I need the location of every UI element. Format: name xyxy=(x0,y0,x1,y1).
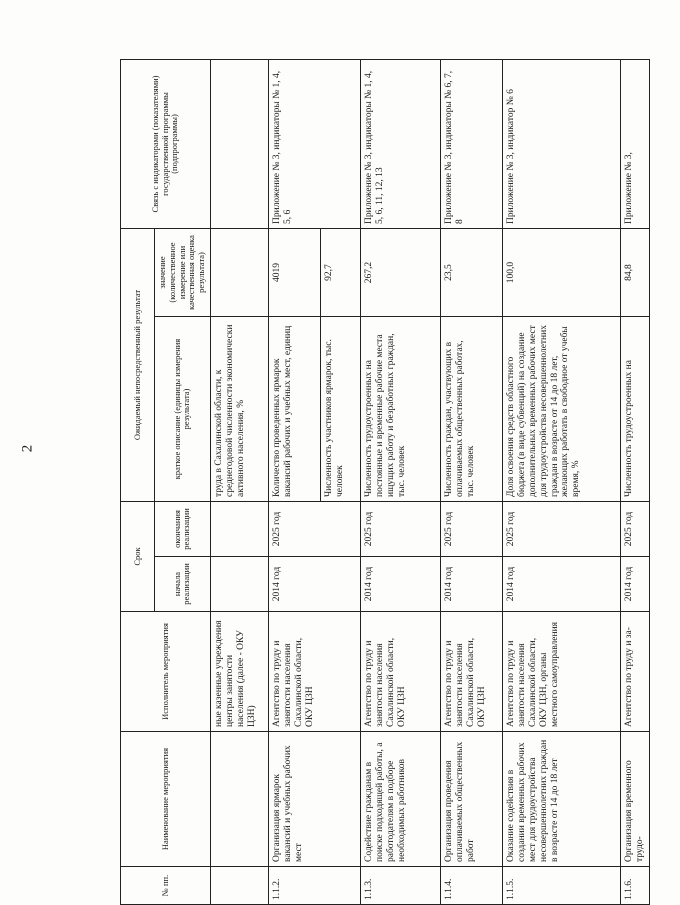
row-name: Организация временного трудо- xyxy=(620,732,649,867)
program-measures-table xyxy=(120,59,650,905)
header-num: № пп. xyxy=(121,867,211,905)
row-result-desc: Доля освоения средств областного бюджета (в виде субвенций) на создание дополнительных временных рабочих мест для трудоустройства несовершеннолетних граждан в возрасте от 14 до 18 лет, желающих работать в свободное от учебы время, % xyxy=(502,317,620,502)
row-result-value: 23,5 xyxy=(440,229,502,317)
row-start: 2014 год xyxy=(620,557,649,612)
row-name: Оказание содействия в создании временных рабочих мест для трудоустройства несовершеннолетних граждан в возрасте от 14 до 18 лет xyxy=(502,732,620,867)
table-row xyxy=(268,60,320,905)
row-start: 2014 год xyxy=(502,557,620,612)
row-result-value: 92,7 xyxy=(320,229,360,317)
row-executor: Агентство по труду и занятости населения Сахалинской области, ОКУ ЦЗН, органы местного самоуправления xyxy=(502,612,620,732)
row-num: 1.1.6. xyxy=(620,867,649,905)
row-result-desc: Численность трудоустроенных на постоянные и временные рабочие места ищущих работу и безработных граждан, тыс. человек xyxy=(360,317,440,502)
table-row xyxy=(620,60,649,905)
row-num: 1.1.3. xyxy=(360,867,440,905)
row-name xyxy=(210,732,268,867)
page-number: 2 xyxy=(19,444,36,453)
row-end: 2025 год xyxy=(502,502,620,557)
document-table-sheet xyxy=(120,60,680,905)
header-term-start: начала реализации xyxy=(155,557,211,612)
table-row xyxy=(440,60,502,905)
row-result-value xyxy=(210,229,268,317)
header-result-desc: краткое описание (единицы измерения результата) xyxy=(155,317,211,502)
table-row xyxy=(360,60,440,905)
row-link: Приложение № 3, индикаторы № 1, 4, 5, 6 xyxy=(268,60,360,229)
row-link: Приложение № 3, индикаторы № 6, 7, 8 xyxy=(440,60,502,229)
row-result-desc: Численность граждан, участвующих в оплачиваемых общественных работах, тыс. человек xyxy=(440,317,502,502)
row-end: 2025 год xyxy=(620,502,649,557)
row-result-value: 84,8 xyxy=(620,229,649,317)
row-start: 2014 год xyxy=(268,557,360,612)
row-result-desc: Количество проведенных ярмарок вакансий рабочих и учебных мест, единиц xyxy=(268,317,320,502)
header-executor: Исполнитель мероприятия xyxy=(121,612,211,732)
row-start: 2014 год xyxy=(360,557,440,612)
row-num: 1.1.2. xyxy=(268,867,360,905)
table-row xyxy=(502,60,620,905)
table-row xyxy=(210,60,268,905)
header-link: Связь с индикаторами (показателями) государственной программы (подпрограммы) xyxy=(121,60,211,229)
row-num: 1.1.4. xyxy=(440,867,502,905)
row-end xyxy=(210,502,268,557)
row-executor: Агентство по труду и за- xyxy=(620,612,649,732)
row-result-value: 100,0 xyxy=(502,229,620,317)
row-name: Организация проведения оплачиваемых общественных работ xyxy=(440,732,502,867)
row-result-value: 267,2 xyxy=(360,229,440,317)
row-end: 2025 год xyxy=(268,502,360,557)
row-result-desc: труда в Сахалинской области, к среднегодовой численности экономически активного населения, % xyxy=(210,317,268,502)
header-name: Наименование мероприятия xyxy=(121,732,211,867)
row-executor: Агентство по труду и занятости населения Сахалинской области, ОКУ ЦЗН xyxy=(360,612,440,732)
row-result-desc: Численность трудоустроенных на xyxy=(620,317,649,502)
row-num: 1.1.5. xyxy=(502,867,620,905)
row-result-value: 4019 xyxy=(268,229,320,317)
row-result-desc: Численность участников ярмарок, тыс. человек xyxy=(320,317,360,502)
row-end: 2025 год xyxy=(360,502,440,557)
row-start: 2014 год xyxy=(440,557,502,612)
row-link: Приложение № 3, индикаторы № 1, 4, 5, 6, 11, 12, 13 xyxy=(360,60,440,229)
header-term: Срок xyxy=(121,502,155,612)
row-executor: Агентство по труду и занятости населения Сахалинской области, ОКУ ЦЗН xyxy=(268,612,360,732)
header-result-value: значение (количественное измерение или качественная оценка результата) xyxy=(155,229,211,317)
row-link: Приложение № 3, индикатор № 6 xyxy=(502,60,620,229)
row-start xyxy=(210,557,268,612)
row-link: Приложение № 3, xyxy=(620,60,649,229)
row-num xyxy=(210,867,268,905)
header-result: Ожидаемый непосредственный результат xyxy=(121,229,155,502)
row-end: 2025 год xyxy=(440,502,502,557)
row-name: Организация ярмарок вакансий и учебных рабочих мест xyxy=(268,732,360,867)
row-executor: ные казенные учреждения центры занятости населения (далее - ОКУ ЦЗН) xyxy=(210,612,268,732)
header-term-end: окончания реализации xyxy=(155,502,211,557)
row-name: Содействие гражданам в поиске подходящей работы, а работодателям в подборе необходимых работников xyxy=(360,732,440,867)
row-executor: Агентство по труду и занятости населения Сахалинской области, ОКУ ЦЗН xyxy=(440,612,502,732)
row-link xyxy=(210,60,268,229)
